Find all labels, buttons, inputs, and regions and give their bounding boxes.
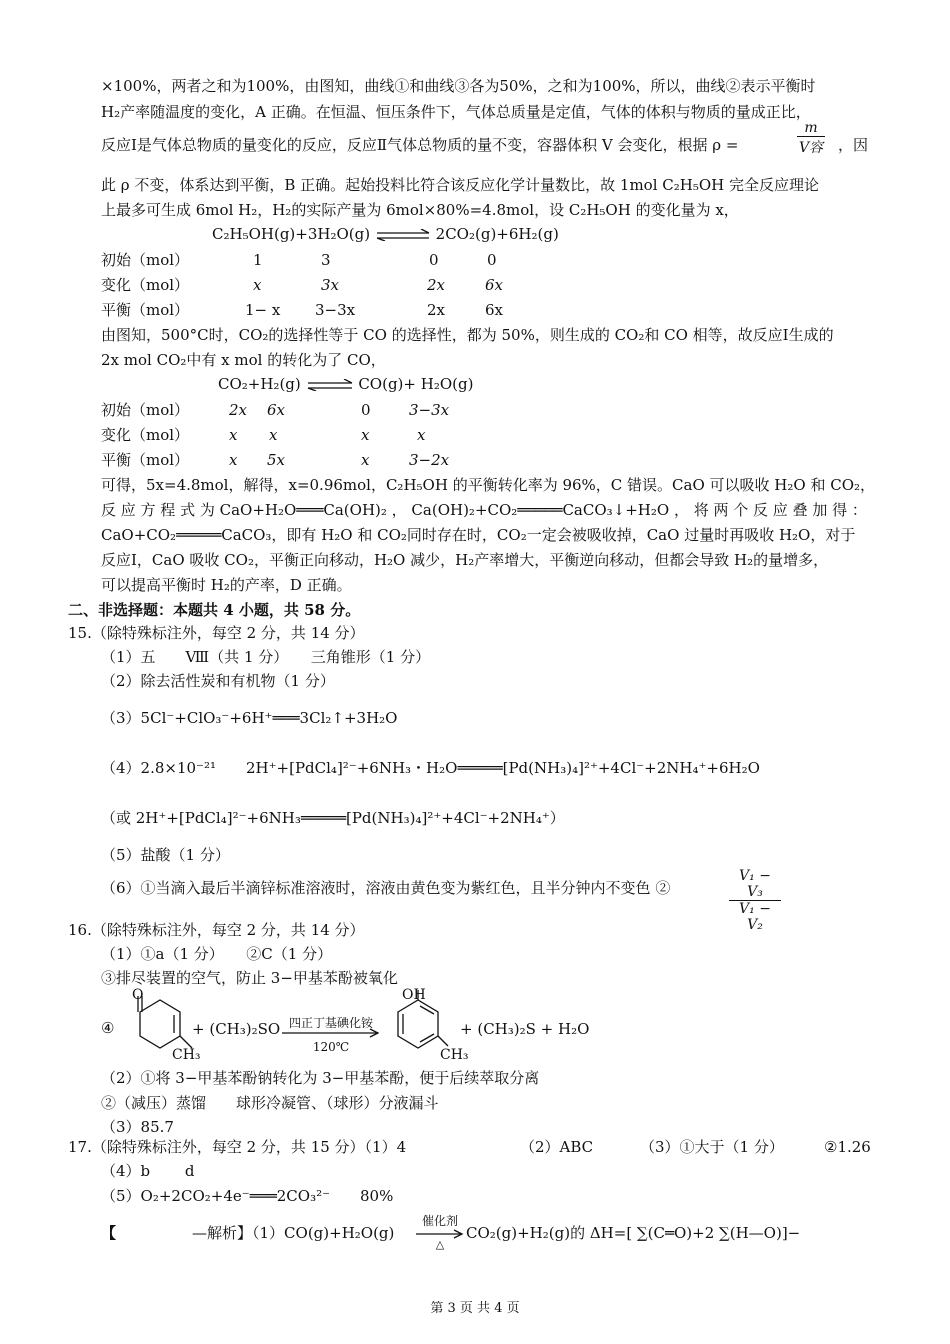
cell: 6x	[267, 401, 286, 419]
equation-right: CO(g)+ H₂O(g)	[358, 375, 474, 393]
answer-line: （3）①大于（1 分）	[640, 1138, 784, 1156]
answer-line: （2）①将 3−甲基苯酚钠转化为 3−甲基苯酚，便于后续萃取分离	[101, 1069, 540, 1087]
fraction-denominator: V₁ − V₂	[739, 901, 771, 933]
cell: x	[229, 451, 238, 469]
answer-line: （或 2H⁺+[PdCl₄]²⁻+6NH₃═════[Pd(NH₃)₄]²⁺+4Cl⁻+2NH₄⁺）	[101, 809, 565, 827]
cell: 5x	[267, 451, 286, 469]
analysis-line: CO₂(g)+H₂(g)的 ΔH=[ ∑(C═O)+2 ∑(H—O)]−	[466, 1224, 801, 1242]
section-heading: 二、非选择题：本题共 4 小题，共 58 分。	[68, 601, 361, 619]
text-line: CaO+CO₂═════CaCO₃，即有 H₂O 和 CO₂同时存在时，CO₂一定会被吸收掉，CaO 过量时再吸收 H₂O，对于	[101, 526, 856, 544]
cell: 3−3x	[409, 401, 450, 419]
fraction-numerator: V₁ − V₃	[729, 868, 781, 901]
condition-top: 四正丁基碘化铵	[288, 1016, 373, 1030]
equation-left: CO₂+H₂(g)	[218, 375, 301, 393]
answer-line: （5）盐酸（1 分）	[101, 846, 230, 864]
text-line: H₂产率随温度的变化，A 正确。在恒温、恒压条件下，气体总质量是定值，气体的体积与物质的量成正比，	[101, 103, 811, 121]
question-17-heading: 17.（除特殊标注外，每空 2 分，共 15 分）（1）4	[68, 1138, 407, 1156]
reaction-arrow-icon	[282, 1028, 382, 1038]
text-line: 反 应 方 程 式 为 CaO+H₂O═══Ca(OH)₂ ， Ca(OH)₂+CO₂═════CaCO₃↓+H₂O ， 将 两 个 反 应 叠 加 得 ：	[101, 501, 867, 519]
catalyst-label: 催化剂	[421, 1214, 458, 1228]
text-line: 此 ρ 不变，体系达到平衡，B 正确。起始投料比符合该反应化学计量数比，故 1mol C₂H₅OH 完全反应理论	[101, 176, 820, 194]
question-15-heading: 15.（除特殊标注外，每空 2 分，共 14 分）	[68, 624, 365, 642]
reactant-label: + (CH₃)₂SO	[192, 1020, 281, 1038]
cell: 0	[487, 251, 497, 269]
answer-fraction	[729, 868, 781, 933]
text-line: ×100%，两者之和为100%，由图知，曲线①和曲线③各为50%，之和为100%，所以，曲线②表示平衡时	[101, 77, 816, 95]
text-line: 可得，5x=4.8mol，解得，x=0.96mol，C₂H₅OH 的平衡转化率为 96%，C 错误。CaO 可以吸收 H₂O 和 CO₂，	[101, 476, 876, 494]
cell: 1− x	[245, 301, 281, 319]
cell: 3−3x	[315, 301, 356, 319]
analysis-line: —解析】（1）CO(g)+H₂O(g)	[192, 1224, 395, 1242]
analysis-bracket: 【	[101, 1224, 117, 1242]
carbonyl-label: O	[132, 987, 144, 1003]
row-label: 变化（mol）	[101, 276, 190, 294]
equation-right: 2CO₂(g)+6H₂(g)	[435, 225, 559, 243]
text-line: 由图知，500°C时，CO₂的选择性等于 CO 的选择性，都为 50%，则生成的 CO₂和 CO 相等，故反应Ⅰ生成的	[101, 326, 834, 344]
answer-line: （3）5Cl⁻+ClO₃⁻+6H⁺═══3Cl₂↑+3H₂O	[101, 709, 398, 727]
equilibrium-arrow-icon	[375, 229, 431, 241]
scheme-label: ④	[101, 1019, 115, 1037]
cell: x	[269, 426, 278, 444]
text-line: 2x mol CO₂中有 x mol 的转化为了 CO，	[101, 351, 386, 369]
fraction-numerator: m	[797, 120, 825, 137]
text-line: 可以提高平衡时 H₂的产率，D 正确。	[101, 576, 352, 594]
cell: 6x	[485, 276, 504, 294]
answer-line: （4）b d	[101, 1162, 195, 1180]
cell: 2x	[427, 301, 446, 319]
row-label: 变化（mol）	[101, 426, 190, 444]
hydroxyl-label: OH	[402, 987, 426, 1003]
products-label: + (CH₃)₂S + H₂O	[460, 1020, 590, 1038]
answer-line: （5）O₂+2CO₂+4e⁻═══2CO₃²⁻ 80%	[101, 1187, 394, 1205]
cell: 6x	[485, 301, 504, 319]
cell: 1	[253, 251, 263, 269]
cell: x	[361, 426, 370, 444]
answer-line: （6）①当滴入最后半滴锌标准溶液时，溶液由黄色变为紫红色，且半分钟内不变色 ②	[101, 879, 671, 897]
cell: 0	[361, 401, 371, 419]
cell: 0	[429, 251, 439, 269]
row-label: 初始（mol）	[101, 401, 190, 419]
text-line: 上最多可生成 6mol H₂，H₂的实际产量为 6mol×80%=4.8mol，设 C₂H₅OH 的变化量为 x，	[101, 201, 739, 219]
answer-line: （3）85.7	[101, 1118, 174, 1136]
equation-reaction-2	[218, 375, 473, 393]
text-line: 反应Ⅰ，CaO 吸收 CO₂，平衡正向移动，H₂O 减少，H₂产率增大，平衡逆向移动，但都会导致 H₂的量增多，	[101, 551, 829, 569]
answer-line: ③排尽装置的空气，防止 3−甲基苯酚被氧化	[101, 969, 398, 987]
equilibrium-arrow-icon	[306, 379, 354, 391]
cell: x	[253, 276, 262, 294]
text-line: 反应Ⅰ是气体总物质的量变化的反应，反应Ⅱ气体总物质的量不变，容器体积 V 会变化，根据 ρ =	[101, 136, 739, 154]
page-footer: 第 3 页 共 4 页	[430, 1301, 520, 1316]
answer-line: ②1.26	[824, 1138, 871, 1156]
cell: 3−2x	[409, 451, 450, 469]
answer-line: （4）2.8×10⁻²¹ 2H⁺+[PdCl₄]²⁻+6NH₃・H₂O═════[Pd(NH₃)₄]²⁺+4Cl⁻+2NH₄⁺+6H₂O	[101, 759, 760, 777]
cell: 2x	[229, 401, 248, 419]
question-16-heading: 16.（除特殊标注外，每空 2 分，共 14 分）	[68, 921, 365, 939]
cell: 3x	[321, 276, 340, 294]
answer-line: （1）①a（1 分） ②C（1 分）	[101, 945, 333, 963]
cell: x	[229, 426, 238, 444]
heat-label: △	[435, 1238, 445, 1251]
answer-line: （2）ABC	[520, 1138, 594, 1156]
answer-line: ②（减压）蒸馏 球形冷凝管、（球形）分液漏斗	[101, 1094, 439, 1112]
cell: 2x	[427, 276, 446, 294]
methyl-label: CH₃	[172, 1047, 201, 1063]
equation-left: C₂H₅OH(g)+3H₂O(g)	[212, 225, 371, 243]
cell: x	[417, 426, 426, 444]
text-line: ，因	[838, 136, 869, 154]
fraction-denominator: V容	[798, 140, 824, 156]
density-fraction	[797, 120, 825, 157]
cell: 3	[321, 251, 331, 269]
cell: x	[361, 451, 370, 469]
equation-reaction-1	[212, 225, 559, 243]
row-label: 初始（mol）	[101, 251, 190, 269]
condition-bottom: 120℃	[312, 1040, 350, 1054]
methyl-label: CH₃	[440, 1047, 469, 1063]
row-label: 平衡（mol）	[101, 451, 190, 469]
row-label: 平衡（mol）	[101, 301, 190, 319]
answer-line: （2）除去活性炭和有机物（1 分）	[101, 672, 335, 690]
answer-line: （1）五 Ⅷ（共 1 分） 三角锥形（1 分）	[101, 648, 431, 666]
